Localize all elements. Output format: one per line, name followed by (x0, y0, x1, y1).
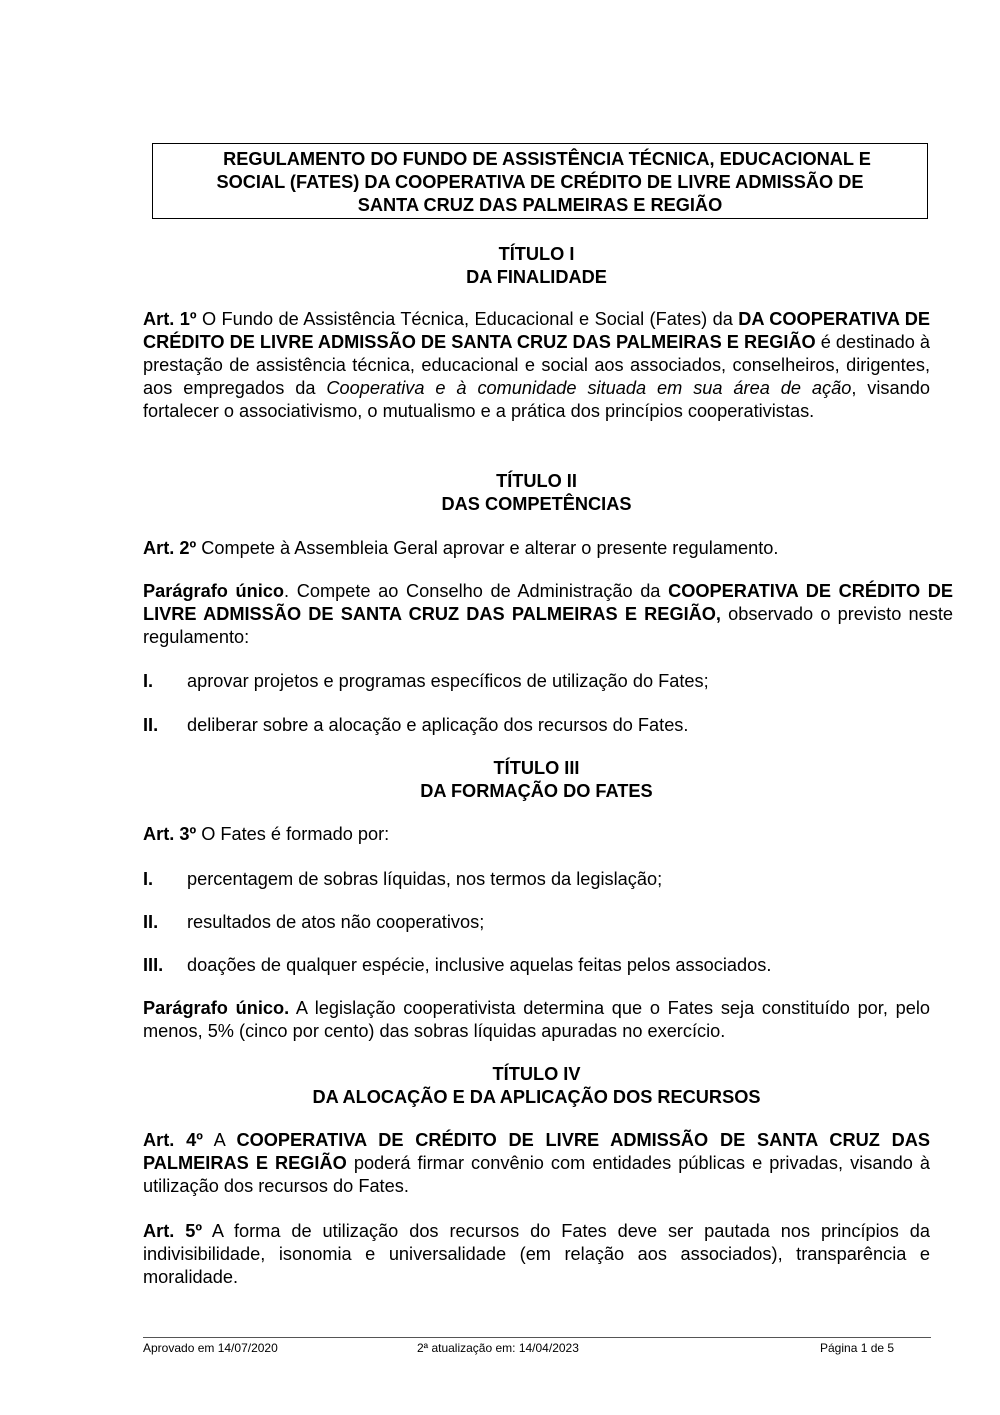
article-label: Art. 1º (143, 309, 197, 329)
title-line: REGULAMENTO DO FUNDO DE ASSISTÊNCIA TÉCNICA, EDUCACIONAL E (223, 149, 871, 169)
title-2-heading (143, 470, 930, 516)
text: observado o previsto neste regulamento: (143, 604, 954, 647)
footer-divider (143, 1337, 931, 1338)
article-4 (143, 1129, 930, 1198)
text: O Fates é formado por: (196, 824, 390, 844)
item-text: percentagem de sobras líquidas, nos termos da legislação; (187, 869, 663, 889)
title-name: DA FINALIDADE (466, 267, 607, 287)
item-text: aprovar projetos e programas específicos de utilização do Fates; (187, 671, 709, 691)
text: é destinado à prestação de assistência técnica, educacional e social aos associados, conselheiros, dirigentes, aos empregados da (143, 332, 930, 398)
article-label: Art. 3º (143, 824, 197, 844)
text: A legislação cooperativista determina que o Fates seja constituído por, pelo menos, 5% (cinco por cento) das sobras líquidas apuradas no exercício. (143, 998, 930, 1041)
item-numeral: I. (143, 869, 154, 889)
title-1-heading (143, 243, 930, 289)
title-4-heading (143, 1063, 930, 1109)
item-numeral: I. (143, 671, 154, 691)
cooperative-name: COOPERATIVA DE CRÉDITO DE LIVRE ADMISSÃO DE SANTA CRUZ DAS PALMEIRAS E REGIÃO, (143, 581, 953, 624)
footer-update-date: 2ª atualização em: 14/04/2023 (417, 1341, 579, 1355)
document-title (152, 143, 928, 219)
paragraph-label: Parágrafo único. (143, 998, 290, 1018)
item-numeral: II. (143, 715, 159, 735)
title-name: DA FORMAÇÃO DO FATES (420, 781, 653, 801)
italic-text: Cooperativa e à comunidade situada em sua área de ação (326, 378, 852, 398)
text: . Compete ao Conselho de Administração da (284, 581, 669, 601)
title-name: DAS COMPETÊNCIAS (441, 494, 632, 514)
cooperative-name: COOPERATIVA DE CRÉDITO DE LIVRE ADMISSÃO DE SANTA CRUZ DAS PALMEIRAS E REGIÃO (143, 1130, 931, 1173)
article-label: Art. 2º (143, 538, 197, 558)
text: poderá firmar convênio com entidades públicas e privadas, visando à utilização dos recursos do Fates. (143, 1153, 930, 1196)
article-1 (143, 308, 930, 423)
paragraph-unico-2 (143, 580, 953, 649)
item-text: resultados de atos não cooperativos; (187, 912, 485, 932)
paragraph-unico-3 (143, 997, 930, 1043)
article-3 (143, 823, 930, 846)
article-5 (143, 1220, 930, 1289)
title-name: DA ALOCAÇÃO E DA APLICAÇÃO DOS RECURSOS (312, 1087, 761, 1107)
article-2 (143, 537, 930, 560)
title-line: SOCIAL (FATES) DA COOPERATIVA DE CRÉDITO DE LIVRE ADMISSÃO DE (216, 172, 864, 192)
item-numeral: III. (143, 955, 164, 975)
title-number: TÍTULO III (493, 758, 580, 778)
text: , visando fortalecer o associativismo, o mutualismo e a prática dos princípios cooperativistas. (143, 378, 930, 421)
item-text: deliberar sobre a alocação e aplicação dos recursos do Fates. (187, 715, 689, 735)
item-numeral: II. (143, 912, 159, 932)
article-label: Art. 5º (143, 1221, 202, 1241)
paragraph-label: Parágrafo único (143, 581, 285, 601)
text: O Fundo de Assistência Técnica, Educacional e Social (Fates) da (196, 309, 739, 329)
text: A (202, 1130, 237, 1150)
title-3-heading (143, 757, 930, 803)
footer-page-number: Página 1 de 5 (820, 1341, 895, 1355)
title-line: SANTA CRUZ DAS PALMEIRAS E REGIÃO (357, 195, 723, 215)
title-number: TÍTULO IV (492, 1064, 581, 1084)
title-number: TÍTULO I (498, 244, 575, 264)
article-label: Art. 4º (143, 1130, 203, 1150)
text: A forma de utilização dos recursos do Fates deve ser pautada nos princípios da indivisibilidade, isonomia e universalidade (em relação aos associados), transparência e moralidade. (143, 1221, 931, 1287)
cooperative-name: DA COOPERATIVA DE CRÉDITO DE LIVRE ADMISSÃO DE SANTA CRUZ DAS PALMEIRAS E REGIÃO (143, 309, 930, 352)
item-text: doações de qualquer espécie, inclusive aquelas feitas pelos associados. (187, 955, 772, 975)
text: Compete à Assembleia Geral aprovar e alterar o presente regulamento. (196, 538, 779, 558)
footer-approved-date: Aprovado em 14/07/2020 (143, 1341, 278, 1355)
title-number: TÍTULO II (496, 471, 577, 491)
